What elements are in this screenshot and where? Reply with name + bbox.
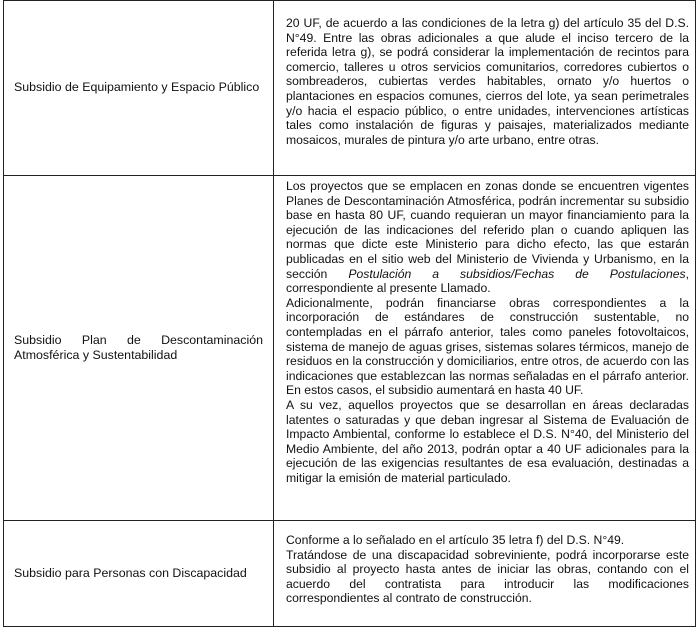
table-row [4,521,696,627]
paragraph-text: , correspondiente al presente Llamado. [286,266,689,296]
row-label-equipamiento [4,1,274,176]
row-description-descontaminacion [274,176,696,521]
table-row [4,1,696,176]
row-label-text: Subsidio Plan de Descontaminación Atmosférica y Sustentabilidad [14,332,263,362]
paragraph: 20 UF, de acuerdo a las condiciones de la letra g) del artículo 35 del D.S. N°49. Entre las obras adicionales a que alude el inciso tercero de la referida letra g), se podrá considerar la implementación de recintos para comercio, talleres u otros servicios comunitarios, corredores cubiertos o sombreaderos, cubiertas verdes habitables, ornato y/o huertos o plantaciones en espacios comunes, cierros del lote, ya sean perimetrales y/o hacia el espacio público, o entre unidades, intervenciones artísticas tales como instalación de figuras y paisajes, materializados mediante mosaicos, murales de pintura y/o arte urbano, entre otras. [286,16,689,147]
paragraph-text: Los proyectos que se emplacen en zonas donde se encuentren vigentes Planes de Descontaminación Atmosférica, podrán incrementar su subsidio base en hasta 80 UF, cuando requieran un mayor financiamiento para la ejecución de las indicaciones del referido plan o cuando apliquen las normas que dicte este Ministerio para dicho efecto, las que estarán publicadas en el sitio web del Ministerio de Vivienda y Urbanismo, en la sección [286,179,689,281]
paragraph: Conforme a lo señalado en el artículo 35 letra f) del D.S. N°49. [286,533,625,547]
row-label-text: Subsidio de Equipamiento y Espacio Público [14,80,260,95]
row-label-discapacidad [4,521,274,627]
paragraph: Adicionalmente, podrán financiarse obras correspondientes a la incorporación de estándares de construcción sustentable, no contempladas en el párrafo anterior, tales como paneles fotovoltaicos, sistema de manejo de aguas grises, sistemas solares térmicos, manejo de residuos en la construcción y domiciliarios, entre otros, de acuerdo con las indicaciones que establezcan las normas señaladas en el párrafo anterior. En estos casos, el subsidio aumentará en hasta 40 UF. [286,295,689,398]
paragraph [286,179,689,296]
row-description-discapacidad [274,521,696,627]
row-description-equipamiento [274,1,696,176]
subsidies-table [3,0,696,627]
table-row [4,176,696,521]
paragraph: A su vez, aquellos proyectos que se desarrollan en áreas declaradas latentes o saturadas y que deban ingresar al Sistema de Evaluación de Impacto Ambiental, conforme lo establece el D.S. N°40, del Ministerio del Medio Ambiente, del año 2013, podrán optar a 40 UF adicionales para la ejecución de las exigencias resultantes de esa evaluación, destinadas a mitigar la emisión de material particulado. [286,397,689,485]
row-label-text: Subsidio para Personas con Discapacidad [14,565,247,580]
italic-section-reference: Postulación a subsidios/Fechas de Postulaciones [348,266,686,281]
row-label-descontaminacion [4,176,274,521]
paragraph: Tratándose de una discapacidad sobreviniente, podrá incorporarse este subsidio al proyecto hasta antes de iniciar las obras, contando con el acuerdo del contratista para introducir las modificaciones correspondientes al contrato de construcción. [286,547,689,606]
